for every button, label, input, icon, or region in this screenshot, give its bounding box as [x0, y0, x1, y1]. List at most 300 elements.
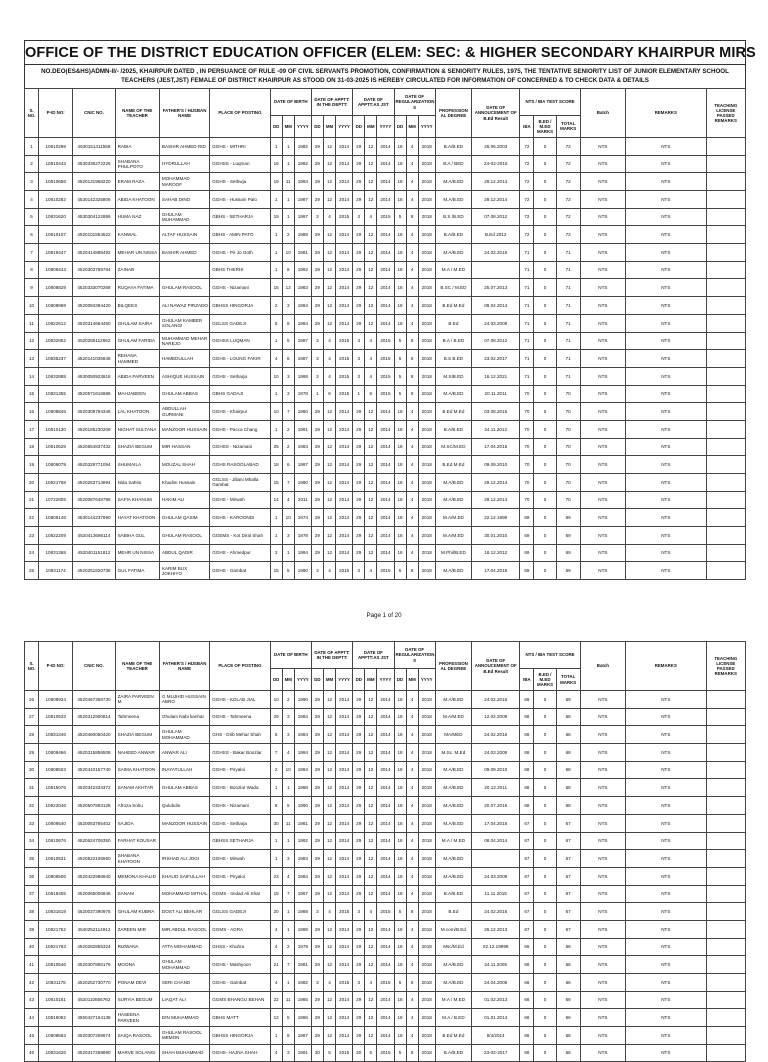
cell-teacher-name: ABIDA PARVEEN: [115, 367, 159, 385]
cell-total: 69: [556, 544, 580, 562]
cell-remarks: NTS: [626, 885, 707, 903]
cell-bed-marks: 0: [534, 456, 556, 474]
cell-sno: 30: [25, 761, 39, 779]
cell-pid: 10831620: [39, 208, 73, 226]
cell-degree: B.S B.ED: [435, 350, 471, 368]
table-row: [25, 938, 746, 956]
cell-reg-dd: 18: [394, 297, 406, 315]
cell-appt-mm: 12: [323, 938, 335, 956]
cell-dob-mm: 4: [282, 744, 294, 762]
cell-appt-yyyy: 2014: [336, 867, 353, 885]
cell-batch: NTS: [580, 1027, 625, 1045]
table-row: [25, 314, 746, 332]
cell-dob-yyyy: 1984: [294, 867, 311, 885]
cell-reg-mm: 4: [406, 279, 418, 297]
cell-teacher-name: ZAIRA PARVEEN M: [115, 691, 159, 709]
cell-appt-yyyy: 2014: [336, 420, 353, 438]
cell-dob-mm: 3: [282, 385, 294, 403]
cell-jst-dd: 3: [353, 208, 365, 226]
cell-pid: 10819447: [39, 244, 73, 262]
cell-teacher-name: SAJIDA: [115, 814, 159, 832]
cell-bed-marks: 0: [534, 385, 556, 403]
cell-reg-yyyy: 2018: [418, 1027, 435, 1045]
cell-appt-mm: 12: [323, 726, 335, 744]
table-row: [25, 350, 746, 368]
cell-cnic: 4530144237890: [73, 509, 115, 527]
cell-pid: 10808848: [39, 403, 73, 421]
cell-dob-mm: 5: [282, 562, 294, 580]
cell-reg-dd: 18: [394, 885, 406, 903]
table-row: [25, 155, 746, 173]
cell-jst-dd: 29: [353, 438, 365, 456]
cell-jst-dd: 29: [353, 226, 365, 244]
cell-sno: 14: [25, 367, 39, 385]
cell-sno: 28: [25, 726, 39, 744]
cell-jst-dd: 29: [353, 420, 365, 438]
cell-cnic: 4520087648798: [73, 491, 115, 509]
cell-teacher-name: ZAREEN MIR: [115, 920, 159, 938]
cell-teacher-name: RIZWANA: [115, 938, 159, 956]
cell-total: 70: [556, 491, 580, 509]
cell-appt-yyyy: 2014: [336, 155, 353, 173]
cell-dob-dd: 1: [270, 385, 282, 403]
cell-dob-mm: 3: [282, 726, 294, 744]
cell-dob-mm: 7: [282, 403, 294, 421]
cell-posting: GGHS RASOOLABAD: [210, 456, 270, 474]
cell-remarks: NTS: [626, 261, 707, 279]
cell-iba: 69: [520, 527, 534, 545]
cell-appt-yyyy: 2014: [336, 938, 353, 956]
cell-reg-yyyy: 2018: [418, 332, 435, 350]
notification-text: NO.DEO(ES&HS)ADMN-II/- /2025, KHAIRPUR DATED , IN PERSUANCE OF RULE -09 OF CIVIL SERVANTS PROMOTION, CONFIRMATION & SENIORITY RULES, 1975, THE TENTATIVE SENIORITY LIST OF JUNIOR ELEMENTARY SCHOOL TEACHERS (JEST,JST) FEMALE OF DISTRICT KHAIRPUR AS STOOD ON 31-03-2025 IS HEREBY CIRCULATED FOR INFORMATION OF CONCERNED & TO CHECK DATA & DETAILS: [41, 68, 729, 84]
cell-cnic: 4540252114912: [73, 920, 115, 938]
cell-jst-dd: 3: [353, 974, 365, 992]
cell-appt-dd: 29: [311, 832, 323, 850]
cell-jst-dd: 29: [353, 527, 365, 545]
cell-announcement: 01.02.2013: [472, 991, 520, 1009]
cell-sno: 8: [25, 261, 39, 279]
cell-announcement: 03.08.2015: [472, 403, 520, 421]
cell-sno: 3: [25, 173, 39, 191]
cell-total: 67: [556, 832, 580, 850]
cell-bed-marks: 0: [534, 244, 556, 262]
cell-remarks: NTS: [626, 1027, 707, 1045]
cell-bed-marks: 0: [534, 173, 556, 191]
cell-reg-mm: 4: [406, 956, 418, 974]
cell-reg-dd: 18: [394, 155, 406, 173]
cell-appt-mm: 12: [323, 137, 335, 155]
cell-reg-mm: 4: [406, 814, 418, 832]
cell-dob-mm: 7: [282, 956, 294, 974]
cell-degree: B.A/B.ED: [435, 1044, 471, 1062]
cell-father-name: GHULAM MOHAMMAD: [159, 726, 209, 744]
cell-appt-dd: 29: [311, 779, 323, 797]
cell-reg-dd: 5: [394, 1044, 406, 1062]
cell-teacher-name: HAYAT KHATOON: [115, 509, 159, 527]
cell-dob-mm: 5: [282, 332, 294, 350]
cell-degree: M.A / M.ED: [435, 832, 471, 850]
cell-degree: B.A/B.ED: [435, 885, 471, 903]
cell-father-name: MOHAMMAD MAROOF: [159, 173, 209, 191]
cell-reg-dd: 18: [394, 244, 406, 262]
cell-sno: 19: [25, 456, 39, 474]
cell-total: 70: [556, 438, 580, 456]
cell-appt-mm: 12: [323, 850, 335, 868]
cell-father-name: MOUZAL SHAH: [159, 456, 209, 474]
cell-teaching-license: [706, 832, 745, 850]
cell-total: 67: [556, 814, 580, 832]
cell-father-name: GHULAM MOHAMMAD: [159, 956, 209, 974]
cell-sno: 4: [25, 191, 39, 209]
cell-total: 71: [556, 367, 580, 385]
cell-iba: 69: [520, 691, 534, 709]
cell-reg-mm: 4: [406, 456, 418, 474]
seniority-list-page-2: [24, 641, 746, 1062]
cell-dob-yyyy: 1989: [294, 920, 311, 938]
cell-announcement: 20.12.2011: [472, 779, 520, 797]
cell-jst-mm: 12: [365, 832, 377, 850]
cell-bed-marks: 0: [534, 420, 556, 438]
cell-father-name: MIR ABDUL RASOOL: [159, 920, 209, 938]
col-remarks: REMARKS: [626, 88, 707, 137]
cell-jst-yyyy: 2014: [377, 314, 394, 332]
cell-teacher-name: GHULAM SAIRA: [115, 314, 159, 332]
cell-dob-dd: 1: [270, 226, 282, 244]
cell-jst-mm: 12: [365, 155, 377, 173]
cell-jst-mm: 6: [365, 385, 377, 403]
cell-jst-dd: 29: [353, 173, 365, 191]
cell-father-name: ATTA MOHAMMAD: [159, 938, 209, 956]
cell-batch: NTS: [580, 1009, 625, 1027]
cell-dob-mm: 8: [282, 1027, 294, 1045]
cell-remarks: NTS: [626, 314, 707, 332]
cell-remarks: NTS: [626, 279, 707, 297]
cell-appt-mm: 12: [323, 297, 335, 315]
cell-degree: M.A/B.ED: [435, 956, 471, 974]
cell-dob-mm: 7: [282, 474, 294, 492]
cell-reg-yyyy: 2018: [418, 527, 435, 545]
cell-degree: M.com/B.Ed: [435, 920, 471, 938]
table-row: [25, 708, 746, 726]
cell-father-name: KARIM BUX JOKHIYO: [159, 562, 209, 580]
cell-reg-yyyy: 2018: [418, 956, 435, 974]
cell-dob-yyyy: 1987: [294, 350, 311, 368]
cell-iba: 68: [520, 744, 534, 762]
table-row: [25, 226, 746, 244]
cell-jst-mm: 12: [365, 544, 377, 562]
cell-teaching-license: [706, 208, 745, 226]
cell-total: 69: [556, 527, 580, 545]
cell-posting: GGHSS - Nizamani: [210, 438, 270, 456]
cell-bed-marks: 0: [534, 903, 556, 921]
cell-dob-dd: 5: [270, 314, 282, 332]
cell-jst-mm: 12: [365, 474, 377, 492]
cell-teacher-name: ZAINAB: [115, 261, 159, 279]
cell-pid: 10809079: [39, 456, 73, 474]
cell-jst-mm: 12: [365, 226, 377, 244]
cell-teaching-license: [706, 991, 745, 1009]
cell-total: 66: [556, 974, 580, 992]
cell-posting: GBHS THERHI: [210, 261, 270, 279]
cell-degree: B.Ed: [435, 314, 471, 332]
cell-reg-dd: 5: [394, 367, 406, 385]
cell-appt-yyyy: 2014: [336, 137, 353, 155]
cell-dob-mm: 2: [282, 226, 294, 244]
cell-appt-yyyy: 2014: [336, 850, 353, 868]
cell-appt-dd: 29: [311, 420, 323, 438]
cell-batch: NTS: [580, 885, 625, 903]
cell-teacher-name: REHANA HAMMED: [115, 350, 159, 368]
cell-batch: NTS: [580, 314, 625, 332]
cell-pid: 10810533: [39, 708, 73, 726]
cell-dob-mm: 6: [282, 350, 294, 368]
cell-teaching-license: [706, 474, 745, 492]
cell-appt-mm: 12: [323, 885, 335, 903]
cell-degree: M.A/M.ED: [435, 527, 471, 545]
cell-batch: NTS: [580, 332, 625, 350]
cell-dob-mm: 2: [282, 691, 294, 709]
cell-bed-marks: 0: [534, 779, 556, 797]
cell-posting: GGHS - Nizamani: [210, 797, 270, 815]
cell-reg-yyyy: 2018: [418, 562, 435, 580]
cell-remarks: NTS: [626, 850, 707, 868]
cell-reg-mm: 8: [406, 562, 418, 580]
cell-jst-dd: 29: [353, 920, 365, 938]
cell-remarks: NTS: [626, 456, 707, 474]
cell-iba: 71: [520, 350, 534, 368]
cell-posting: GGHS - Gambat: [210, 974, 270, 992]
cell-jst-yyyy: 2014: [377, 509, 394, 527]
cell-posting: GGMS BHANGU BEHAN: [210, 991, 270, 1009]
cell-cnic: 4520309794346: [73, 403, 115, 421]
cell-appt-yyyy: 2014: [336, 261, 353, 279]
cell-appt-mm: 12: [323, 708, 335, 726]
cell-dob-dd: 20: [270, 903, 282, 921]
cell-reg-mm: 4: [406, 527, 418, 545]
cell-batch: NTS: [580, 562, 625, 580]
cell-remarks: NTS: [626, 491, 707, 509]
cell-dob-yyyy: 1984: [294, 173, 311, 191]
cell-batch: NTS: [580, 779, 625, 797]
cell-jst-mm: 12: [365, 244, 377, 262]
cell-teaching-license: [706, 527, 745, 545]
cell-degree: B.A/B.ED: [435, 226, 471, 244]
cell-reg-dd: 5: [394, 208, 406, 226]
cell-total: 69: [556, 509, 580, 527]
cell-dob-mm: 10: [282, 244, 294, 262]
cell-jst-yyyy: 2014: [377, 527, 394, 545]
cell-dob-yyyy: 1988: [294, 779, 311, 797]
cell-dob-dd: 23: [270, 867, 282, 885]
cell-announcement: 08.04.2014: [472, 297, 520, 315]
cell-reg-mm: 8: [406, 974, 418, 992]
cell-cnic: 4520185230208: [73, 420, 115, 438]
sub-mm: MM: [406, 115, 418, 137]
sub-mm: MM: [323, 115, 335, 137]
cell-appt-yyyy: 2014: [336, 797, 353, 815]
cell-dob-yyyy: 1987: [294, 332, 311, 350]
cell-dob-yyyy: 1979: [294, 938, 311, 956]
cell-bed-marks: 0: [534, 544, 556, 562]
table-row: [25, 261, 746, 279]
cell-jst-dd: 3: [353, 332, 365, 350]
cell-father-name: SAHAB DINO: [159, 191, 209, 209]
cell-jst-yyyy: 2014: [377, 779, 394, 797]
cell-reg-dd: 18: [394, 991, 406, 1009]
cell-reg-yyyy: 2018: [418, 903, 435, 921]
cell-total: 68: [556, 797, 580, 815]
table-row: [25, 420, 746, 438]
sub-mm: MM: [365, 669, 377, 691]
cell-reg-dd: 18: [394, 403, 406, 421]
cell-dob-mm: 2: [282, 420, 294, 438]
cell-dob-yyyy: 1987: [294, 208, 311, 226]
cell-iba: 68: [520, 708, 534, 726]
table-row: [25, 920, 746, 938]
cell-father-name: ALI NAWAZ PIRZADO: [159, 297, 209, 315]
cell-jst-yyyy: 2014: [377, 832, 394, 850]
cell-jst-dd: 29: [353, 403, 365, 421]
cell-batch: NTS: [580, 208, 625, 226]
cell-appt-dd: 29: [311, 885, 323, 903]
cell-teacher-name: PONAM DEVI: [115, 974, 159, 992]
col-batch: Batch: [580, 642, 625, 691]
cell-reg-mm: 4: [406, 261, 418, 279]
cell-appt-dd: 29: [311, 474, 323, 492]
col-professional: PROFESSION AL DEGREE: [435, 88, 471, 137]
cell-appt-dd: 29: [311, 403, 323, 421]
cell-teacher-name: SHAZIA BEGUM: [115, 438, 159, 456]
cell-bed-marks: 0: [534, 1009, 556, 1027]
table-row: [25, 832, 746, 850]
cell-dob-dd: 19: [270, 173, 282, 191]
cell-teaching-license: [706, 491, 745, 509]
cell-dob-mm: 1: [282, 903, 294, 921]
cell-dob-yyyy: 1984: [294, 314, 311, 332]
cell-remarks: NTS: [626, 814, 707, 832]
cell-remarks: NTS: [626, 832, 707, 850]
cell-batch: NTS: [580, 797, 625, 815]
cell-teacher-name: MEMONA KHALID: [115, 867, 159, 885]
cell-appt-dd: 29: [311, 438, 323, 456]
cell-batch: NTS: [580, 691, 625, 709]
cell-father-name: SHAH MUHAMMAD: [159, 1044, 209, 1062]
cell-father-name: GHULAM ABBAS: [159, 385, 209, 403]
cell-teacher-name: Nida Sahito: [115, 474, 159, 492]
cell-jst-dd: 29: [353, 261, 365, 279]
cell-cnic: 4530304122886: [73, 208, 115, 226]
cell-posting: GGHS - Pacca Chang: [210, 420, 270, 438]
cell-posting: GGLSS GADEJI: [210, 903, 270, 921]
cell-reg-dd: 18: [394, 438, 406, 456]
cell-appt-yyyy: 2014: [336, 173, 353, 191]
cell-dob-dd: 21: [270, 956, 282, 974]
cell-appt-dd: 3: [311, 367, 323, 385]
cell-posting: GGHS - Khairpur: [210, 403, 270, 421]
cell-batch: NTS: [580, 938, 625, 956]
cell-bed-marks: 0: [534, 491, 556, 509]
cell-reg-mm: 4: [406, 544, 418, 562]
cell-jst-yyyy: 2014: [377, 155, 394, 173]
cell-reg-yyyy: 2018: [418, 279, 435, 297]
cell-teaching-license: [706, 137, 745, 155]
cell-reg-mm: 4: [406, 491, 418, 509]
col-pid: P-ID NO:: [39, 88, 73, 137]
cell-posting: GGHS - Boozlar Wada: [210, 779, 270, 797]
cell-father-name: GHULAM QASIM: [159, 509, 209, 527]
cell-dob-dd: 19: [270, 208, 282, 226]
cell-teaching-license: [706, 420, 745, 438]
cell-announcement: [472, 850, 520, 868]
cell-posting: GGHS - Pir Jo Goth: [210, 244, 270, 262]
cell-remarks: NTS: [626, 920, 707, 938]
cell-teaching-license: [706, 191, 745, 209]
cell-batch: NTS: [580, 297, 625, 315]
cell-pid: 10810298: [39, 137, 73, 155]
cell-remarks: NTS: [626, 527, 707, 545]
cell-jst-mm: 12: [365, 1027, 377, 1045]
cell-batch: NTS: [580, 544, 625, 562]
cell-appt-dd: 29: [311, 744, 323, 762]
sub-yyyy: YYYY: [336, 669, 353, 691]
cell-dob-dd: 4: [270, 1044, 282, 1062]
cell-jst-yyyy: 2014: [377, 814, 394, 832]
cell-degree: M.A / B.ED: [435, 1009, 471, 1027]
cell-teacher-name: SAIMA KHATOON: [115, 761, 159, 779]
cell-announcement: 20.11.2011: [472, 385, 520, 403]
cell-dob-mm: 4: [282, 491, 294, 509]
cell-appt-mm: 12: [323, 744, 335, 762]
table-row: [25, 438, 746, 456]
cell-reg-yyyy: 2018: [418, 544, 435, 562]
cell-appt-yyyy: 2014: [336, 244, 353, 262]
cell-announcement: 29.12.2014: [472, 474, 520, 492]
cell-dob-mm: 2: [282, 938, 294, 956]
sub-dd: DD: [270, 115, 282, 137]
cell-pid: 10831619: [39, 903, 73, 921]
cell-jst-mm: 12: [365, 850, 377, 868]
cell-bed-marks: 0: [534, 956, 556, 974]
cell-teacher-name: GHULAM FARIDA: [115, 332, 159, 350]
cell-dob-yyyy: 1983: [294, 850, 311, 868]
cell-total: 68: [556, 708, 580, 726]
cell-remarks: NTS: [626, 208, 707, 226]
cell-total: 72: [556, 226, 580, 244]
cell-dob-yyyy: 1990: [294, 691, 311, 709]
cell-posting: GGHS - Piryaloi: [210, 761, 270, 779]
cell-teaching-license: [706, 244, 745, 262]
cell-reg-yyyy: 2018: [418, 779, 435, 797]
cell-appt-dd: 29: [311, 691, 323, 709]
cell-jst-yyyy: 2014: [377, 885, 394, 903]
cell-pid: 10831176: [39, 974, 73, 992]
cell-posting: GBHS GADAJI: [210, 385, 270, 403]
cell-reg-yyyy: 2018: [418, 261, 435, 279]
cell-teacher-name: SHUMAILA: [115, 456, 159, 474]
cell-remarks: NTS: [626, 744, 707, 762]
cell-dob-dd: 1: [270, 191, 282, 209]
cell-appt-dd: 29: [311, 867, 323, 885]
cell-cnic: 4520314664460: [73, 314, 115, 332]
col-appt: DATE OF APPTT: IN THE DEPTT:: [311, 642, 352, 669]
cell-dob-yyyy: 1981: [294, 956, 311, 974]
table-row: [25, 173, 746, 191]
cell-jst-dd: 29: [353, 761, 365, 779]
cell-announcement: 24.02.2016: [472, 691, 520, 709]
cell-jst-yyyy: 2014: [377, 297, 394, 315]
cell-total: 70: [556, 474, 580, 492]
cell-jst-mm: 4: [365, 903, 377, 921]
